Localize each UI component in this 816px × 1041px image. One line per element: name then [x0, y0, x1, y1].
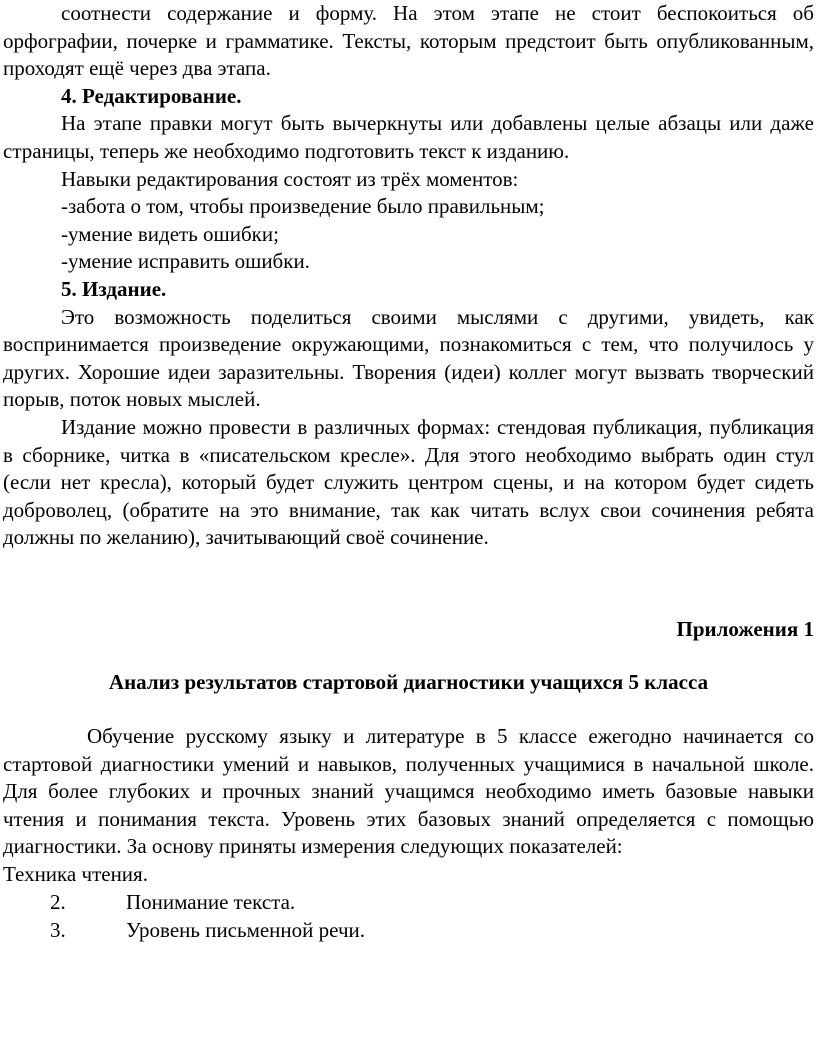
section-4-heading: 4. Редактирование.: [61, 83, 242, 108]
list-item: [3, 889, 814, 917]
section-4-item-3: -умение исправить ошибки.: [61, 249, 310, 274]
section-5-heading: 5. Издание.: [61, 276, 167, 301]
list-item-number: 2.: [50, 889, 66, 914]
list-item: [3, 917, 814, 945]
section-4-item-2: -умение видеть ошибки;: [61, 221, 279, 246]
section-4-paragraph-2: Навыки редактирования состоят из трёх моментов:: [61, 166, 519, 191]
indicator-1: Техника чтения.: [3, 862, 148, 887]
list-item-text: Понимание текста.: [126, 889, 296, 914]
appendix-title: Анализ результатов стартовой диагностики учащихся 5 класса: [108, 670, 709, 695]
section-5-paragraph-2: Издание можно провести в различных формах: стендовая публикация, публикация в сборнике, читка в «писательском кресле». Для этого необходимо выбрать один стул (если нет кресла), который будет служить центром сцены, и на котором будет сидеть доброволец, (обратите на это внимание, так как читать вслух свои сочинения ребята должны по желанию), зачитывающий своё сочинение.: [3, 414, 814, 550]
continuation-paragraph: соотнести содержание и форму. На этом этапе не стоит беспокоиться об орфографии, почерке и грамматике. Тексты, которым предстоит быть опубликованным, проходят ещё через два этапа.: [3, 1, 814, 81]
appendix-label: Приложения 1: [676, 616, 814, 641]
list-item-text: Уровень письменной речи.: [126, 917, 365, 942]
list-item-number: 3.: [50, 917, 66, 942]
section-5-paragraph-1: Это возможность поделиться своими мыслями с другими, увидеть, как воспринимается произведение окружающими, познакомиться с тем, что получилось у других. Хорошие идеи заразительны. Творения (идеи) коллег могут вызвать творческий порыв, поток новых мыслей.: [3, 304, 814, 412]
appendix-intro-paragraph: Обучение русскому языку и литературе в 5 классе ежегодно начинается со стартовой диагностики умений и навыков, полученных учащимися в начальной школе. Для более глубоких и прочных знаний учащимся необходимо иметь базовые навыки чтения и понимания текста. Уровень этих базовых знаний определяется с помощью диагностики. За основу приняты измерения следующих показателей:: [3, 724, 814, 859]
section-4-paragraph-1: На этапе правки могут быть вычеркнуты или добавлены целые абзацы или даже страницы, теперь же необходимо подготовить текст к изданию.: [3, 111, 814, 163]
section-4-item-1: -забота о том, чтобы произведение было правильным;: [61, 194, 545, 219]
